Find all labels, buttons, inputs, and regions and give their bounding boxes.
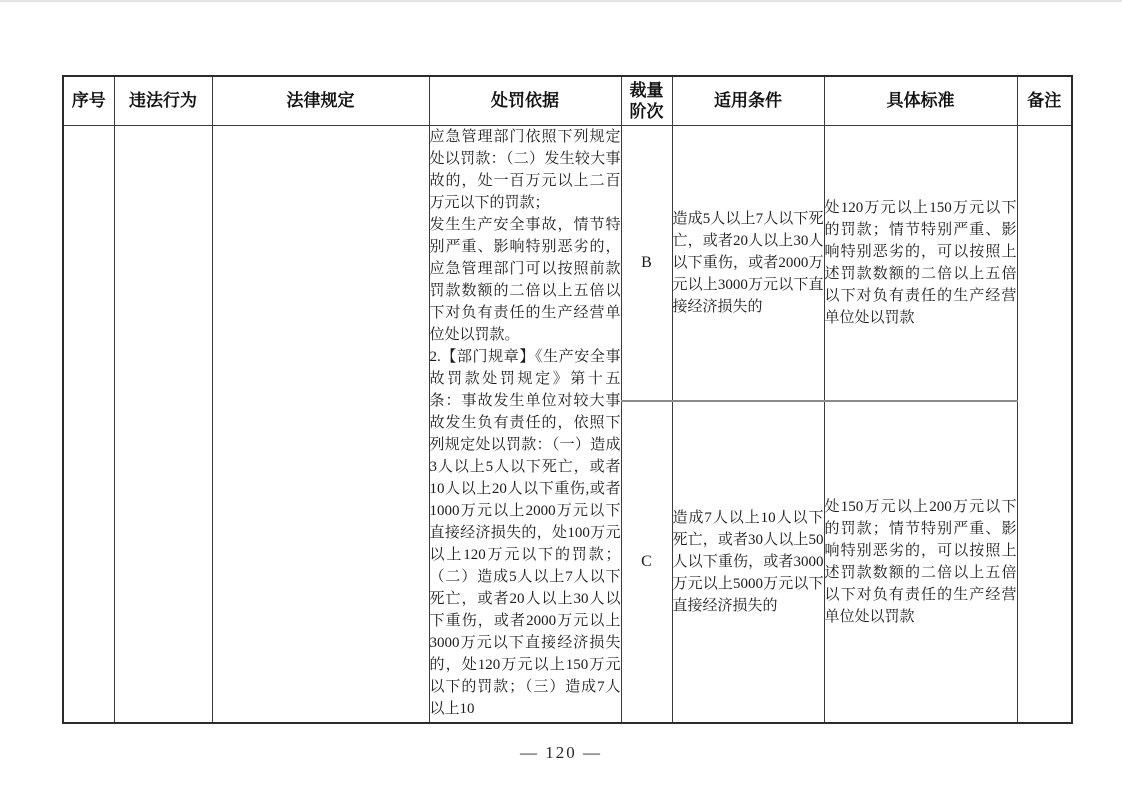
penalty-basis-paragraph: 发生生产安全事故，情节特别严重、影响特别恶劣的，应急管理部门可以按照前款罚款数额的二倍以上五倍以下对负有责任的生产经营单位处以罚款。 — [429, 217, 621, 343]
cell-penalty-basis — [429, 126, 621, 724]
page-number: — 120 — — [520, 743, 602, 762]
header-penalty-basis: 处罚依据 — [429, 76, 621, 126]
cell-remark — [1017, 126, 1072, 724]
cell-discretion-level-c: C — [621, 401, 672, 723]
cell-standard-c: 处150万元以上200万元以下的罚款；情节特别严重、影响特别恶劣的，可以按照上述罚款数额的二倍以上五倍以下对负有责任的生产经营单位处以罚款 — [824, 401, 1017, 723]
header-illegal-act: 违法行为 — [114, 76, 212, 126]
cell-serial-number — [63, 126, 114, 724]
penalty-basis-paragraph: 应急管理部门依照下列规定处以罚款：（二）发生较大事故的，处一百万元以上二百万元以下的罚款； — [429, 129, 621, 211]
header-serial-number: 序号 — [63, 76, 114, 126]
cell-legal-provision — [212, 126, 429, 724]
header-applicable-condition: 适用条件 — [672, 76, 824, 126]
penalty-basis-paragraph: 2.【部门规章】《生产安全事故罚款处罚规定》第十五条：事故发生单位对较大事故发生负有责任的，依照下列规定处以罚款：（一）造成3人以上5人以下死亡，或者10人以上20人以下重伤,或者1000万元以上2000万元以下直接经济损失的，处100万元以上120万元以下的罚款；（二）造成5人以上7人以下死亡，或者20人以上30人以下重伤，或者2000万元以上3000万元以下直接经济损失的，处120万元以上150万元以下的罚款；（三）造成7人以上10 — [429, 349, 621, 717]
table-header-row — [63, 76, 1072, 126]
header-legal-provision: 法律规定 — [212, 76, 429, 126]
header-remark: 备注 — [1017, 76, 1072, 126]
cell-standard-b: 处120万元以上150万元以下的罚款；情节特别严重、影响特别恶劣的，可以按照上述罚款数额的二倍以上五倍以下对负有责任的生产经营单位处以罚款 — [824, 126, 1017, 402]
cell-illegal-act — [114, 126, 212, 724]
header-specific-standard: 具体标准 — [824, 76, 1017, 126]
page-top-edge — [0, 0, 1122, 2]
cell-discretion-level-b: B — [621, 126, 672, 402]
penalty-standards-table — [62, 75, 1073, 724]
header-discretion-level: 裁量阶次 — [621, 76, 672, 126]
cell-condition-c: 造成7人以上10人以下死亡，或者30人以上50人以下重伤，或者3000万元以上5000万元以下直接经济损失的 — [672, 401, 824, 723]
table-row — [63, 126, 1072, 402]
cell-condition-b: 造成5人以上7人以下死亡，或者20人以上30人以下重伤，或者2000万元以上3000万元以下直接经济损失的 — [672, 126, 824, 402]
